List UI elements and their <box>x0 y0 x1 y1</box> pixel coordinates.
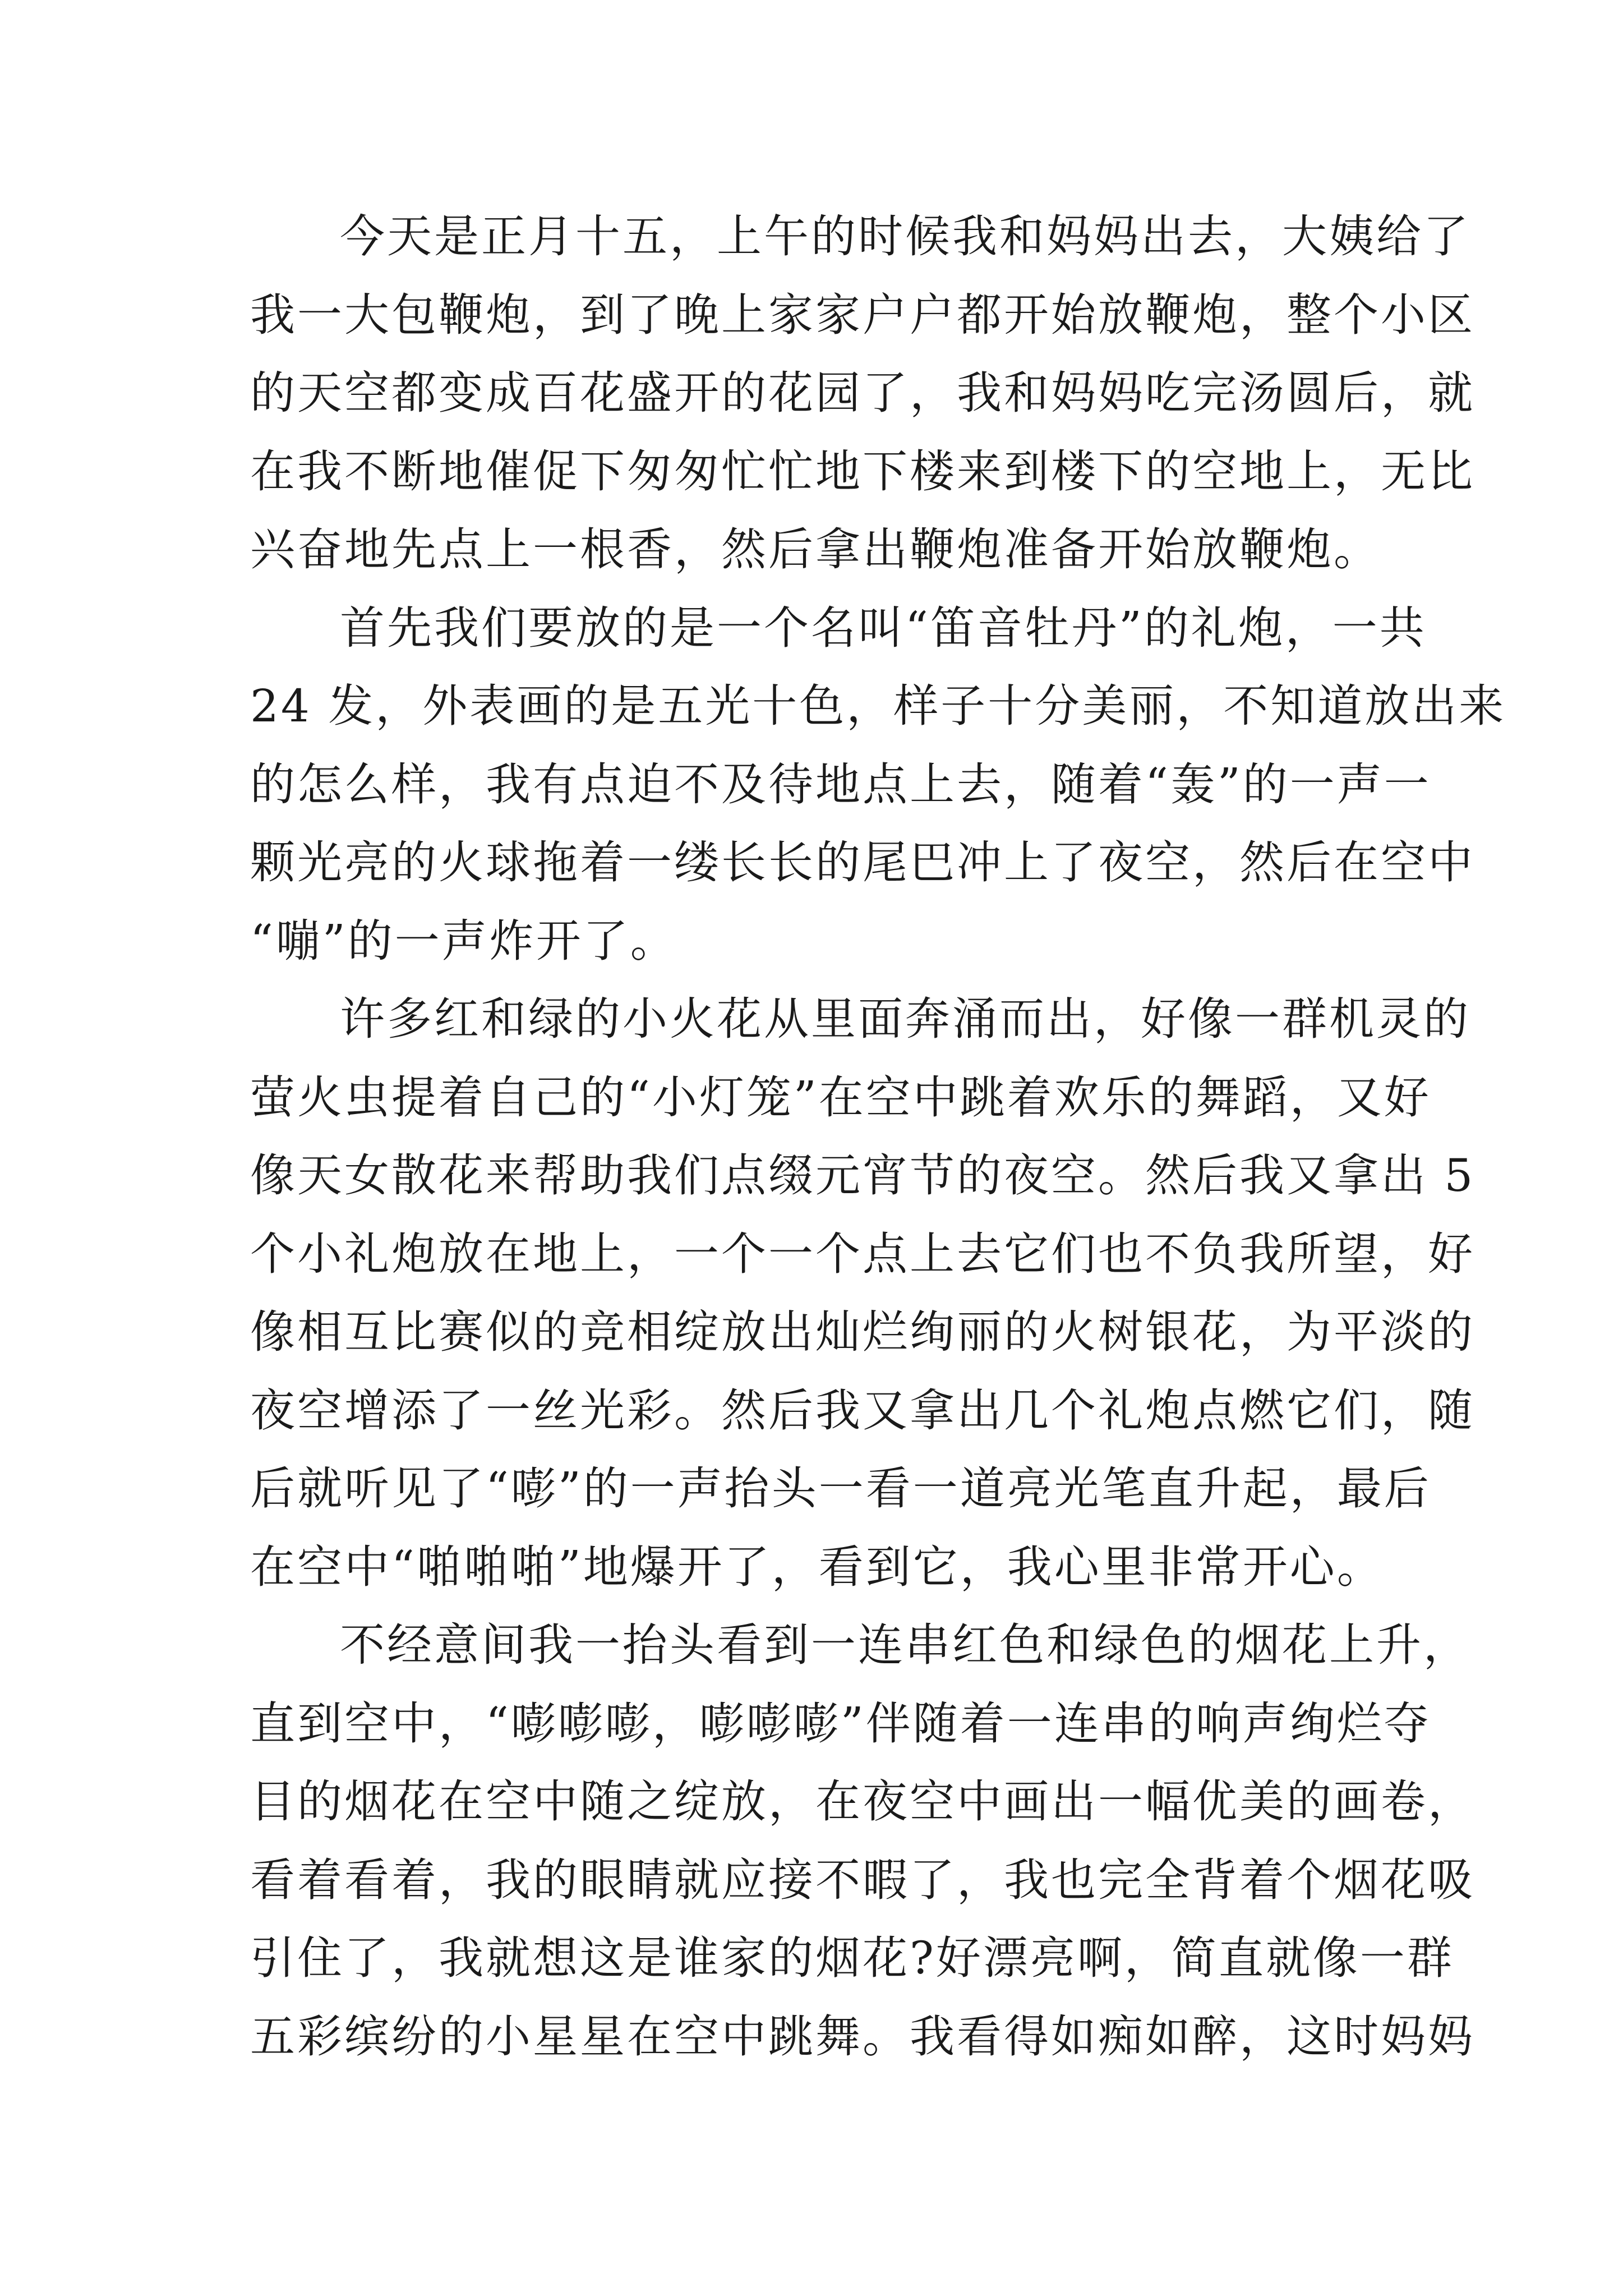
paragraph-3-line-3: 像天女散花来帮助我们点缀元宵节的夜空。然后我又拿出 5 <box>250 1149 1476 1202</box>
paragraph-3-line-6: 夜空增添了一丝光彩。然后我又拿出几个礼炮点燃它们，随 <box>250 1384 1475 1437</box>
essay-body <box>250 197 1506 2076</box>
paragraph-4-line-4: 看着看着，我的眼睛就应接不暇了，我也完全背着个烟花吸 <box>250 1853 1475 1906</box>
paragraph-3-line-1: 许多红和绿的小火花从里面奔涌而出，好像一群机灵的 <box>340 993 1470 1045</box>
paragraph-2-line-5: “嘣”的一声炸开了。 <box>250 914 677 967</box>
paragraph-4-line-5: 引住了，我就想这是谁家的烟花?好漂亮啊，简直就像一群 <box>250 1932 1454 1984</box>
paragraph-3-line-4: 个小礼炮放在地上，一个一个点上去它们也不负我所望，好 <box>250 1227 1475 1280</box>
paragraph-2-line-1: 首先我们要放的是一个名叫“笛音牡丹”的礼炮，一共 <box>340 601 1427 654</box>
paragraph-3-line-7: 后就听见了“嘭”的一声抬头一看一道亮光笔直升起，最后 <box>250 1462 1431 1515</box>
paragraph-4-line-3: 目的烟花在空中随之绽放，在夜空中画出一幅优美的画卷， <box>250 1775 1475 1828</box>
paragraph-4-line-6: 五彩缤纷的小星星在空中跳舞。我看得如痴如醉，这时妈妈 <box>250 2010 1475 2063</box>
paragraph-3-line-5: 像相互比赛似的竞相绽放出灿烂绚丽的火树银花，为平淡的 <box>250 1306 1475 1358</box>
paragraph-4-line-1: 不经意间我一抬头看到一连串红色和绿色的烟花上升， <box>340 1619 1470 1671</box>
paragraph-3-line-2: 萤火虫提着自己的“小灯笼”在空中跳着欢乐的舞蹈，又好 <box>250 1071 1431 1124</box>
paragraph-2-line-3: 的怎么样，我有点迫不及待地点上去，随着“轰”的一声一 <box>250 758 1431 811</box>
paragraph-1-line-3: 的天空都变成百花盛开的花园了，我和妈妈吃完汤圆后，就 <box>250 367 1475 419</box>
paragraph-1-line-4: 在我不断地催促下匆匆忙忙地下楼来到楼下的空地上，无比 <box>250 445 1475 498</box>
paragraph-3-line-8: 在空中“啪啪啪”地爆开了，看到它，我心里非常开心。 <box>250 1540 1384 1593</box>
paragraph-1-line-2: 我一大包鞭炮，到了晚上家家户户都开始放鞭炮，整个小区 <box>250 288 1475 341</box>
paragraph-2-line-2: 24 发，外表画的是五光十色，样子十分美丽，不知道放出来 <box>250 680 1506 732</box>
paragraph-1-line-5: 兴奋地先点上一根香，然后拿出鞭炮准备开始放鞭炮。 <box>250 523 1381 576</box>
paragraph-1-line-1: 今天是正月十五，上午的时候我和妈妈出去，大姨给了 <box>340 210 1470 263</box>
paragraph-2-line-4: 颗光亮的火球拖着一缕长长的尾巴冲上了夜空，然后在空中 <box>250 836 1475 889</box>
paragraph-4-line-2: 直到空中，“嘭嘭嘭，嘭嘭嘭”伴随着一连串的响声绚烂夺 <box>250 1697 1431 1750</box>
